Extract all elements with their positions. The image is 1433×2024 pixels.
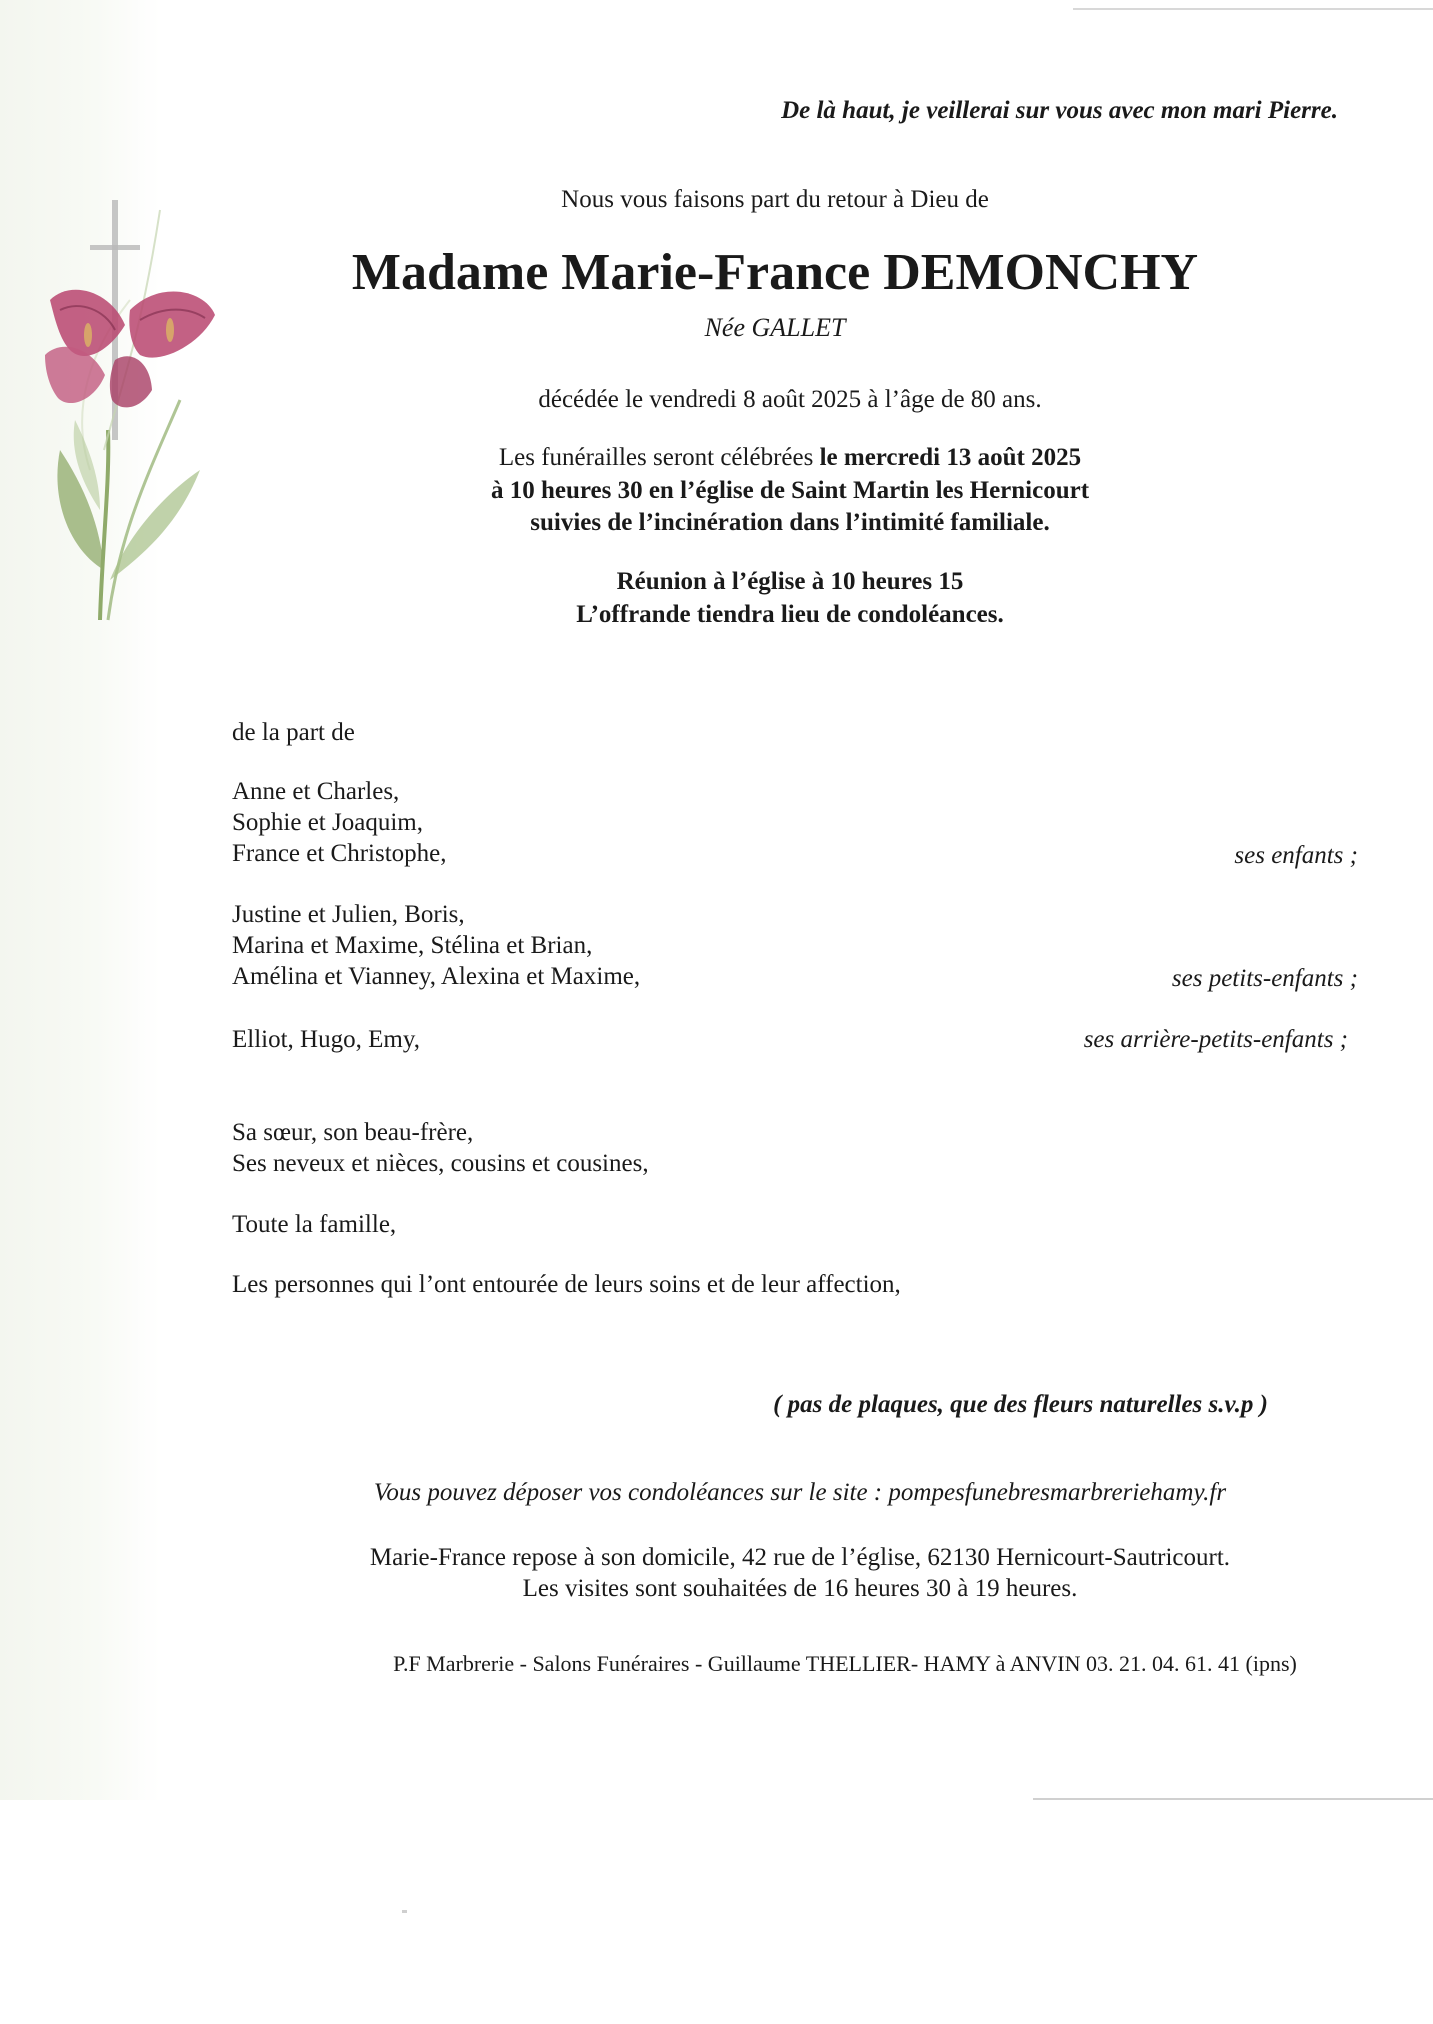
great-grandchildren-label: ses arrière-petits-enfants ; [1083, 1026, 1348, 1053]
grandchildren-label: ses petits-enfants ; [1171, 965, 1358, 992]
caregivers-line: Les personnes qui l’ont entourée de leurs soins et de leur affection, [232, 1271, 901, 1298]
epigraph: De là haut, je veillerai sur vous avec mon mari Pierre. [781, 97, 1338, 124]
rest-line-1: Marie-France repose à son domicile, 42 rue de l’église, 62130 Hernicourt-Sautricourt. [369, 1544, 1231, 1571]
other-relatives-line: Sa sœur, son beau-frère, [232, 1119, 474, 1146]
great-grandchildren-line: Elliot, Hugo, Emy, [232, 1026, 420, 1053]
other-relatives-line: Ses neveux et nièces, cousins et cousines, [232, 1150, 649, 1177]
child-line: Anne et Charles, [232, 778, 400, 805]
grandchild-line: Amélina et Vianney, Alexina et Maxime, [232, 963, 641, 990]
condolences-line: Vous pouvez déposer vos condoléances sur le site : pompesfunebresmarbreriehamy.fr [373, 1479, 1227, 1506]
offrande-line: L’offrande tiendra lieu de condoléances. [576, 601, 1004, 628]
scan-speck [402, 1910, 407, 1913]
all-family-line: Toute la famille, [232, 1211, 397, 1238]
scan-edge-top [1073, 8, 1433, 10]
from-line: de la part de [232, 719, 355, 746]
funeral-home-line: P.F Marbrerie - Salons Funéraires - Guillaume THELLIER- HAMY à ANVIN 03. 21. 04. 61. 41 (ipns) [393, 1651, 1297, 1676]
flowers-request: ( pas de plaques, que des fleurs naturelles s.v.p ) [773, 1391, 1268, 1418]
funeral-line-2: à 10 heures 30 en l’église de Saint Martin les Hernicourt [490, 477, 1090, 504]
rest-line-2: Les visites sont souhaitées de 16 heures 30 à 19 heures. [522, 1575, 1078, 1602]
reunion-line: Réunion à l’église à 10 heures 15 [616, 568, 964, 595]
deceased-name: Madame Marie-France DEMONCHY [351, 244, 1199, 301]
child-line: France et Christophe, [232, 840, 447, 867]
scan-edge-bottom [1033, 1798, 1433, 1800]
grandchild-line: Justine et Julien, Boris, [232, 901, 465, 928]
children-label: ses enfants ; [1234, 842, 1358, 869]
grandchild-line: Marina et Maxime, Stélina et Brian, [232, 932, 593, 959]
cross-with-calla-lilies-icon [30, 150, 250, 630]
funeral-line-3: suivies de l’incinération dans l’intimité familiale. [530, 509, 1050, 536]
maiden-name: Née GALLET [704, 313, 846, 342]
funeral-line-1 [340, 443, 1240, 473]
intro-line: Nous vous faisons part du retour à Dieu de [561, 186, 989, 213]
death-line: décédée le vendredi 8 août 2025 à l’âge de 80 ans. [538, 386, 1042, 413]
funeral-line-1-plain: Les funérailles seront célébrées [498, 444, 820, 471]
funeral-date: le mercredi 13 août 2025 [819, 444, 1082, 471]
child-line: Sophie et Joaquim, [232, 809, 423, 836]
